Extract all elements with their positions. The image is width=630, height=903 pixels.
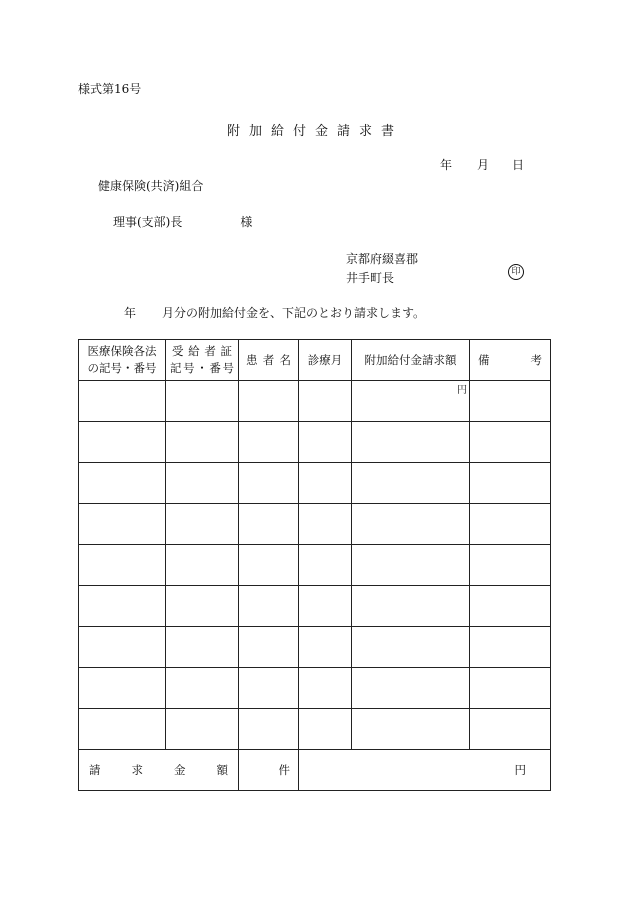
header-patient-label: 患者名: [246, 352, 291, 367]
recipient-number-cell[interactable]: [166, 422, 239, 463]
recipient-number-cell[interactable]: [166, 627, 239, 668]
total-row: [79, 750, 551, 791]
insurance-number-cell[interactable]: [79, 422, 166, 463]
patient-name-cell[interactable]: [239, 463, 299, 504]
patient-name-cell[interactable]: [239, 586, 299, 627]
remarks-cell[interactable]: [470, 422, 551, 463]
date-year-label: 年: [440, 158, 453, 172]
remarks-cell[interactable]: [470, 381, 551, 422]
patient-name-cell[interactable]: [239, 504, 299, 545]
table-row: [79, 668, 551, 709]
treatment-month-cell[interactable]: [299, 545, 352, 586]
claim-amount-cell[interactable]: [352, 422, 470, 463]
request-text: 月分の附加給付金を、下記のとおり請求します。: [162, 306, 426, 320]
remarks-cell[interactable]: [470, 709, 551, 750]
date-line: [440, 156, 532, 173]
insurance-number-cell[interactable]: [79, 586, 166, 627]
header-month-label: 診療月: [307, 352, 343, 367]
patient-name-cell[interactable]: [239, 668, 299, 709]
header-insurance-number: [79, 340, 166, 381]
recipient-number-cell[interactable]: [166, 504, 239, 545]
claim-amount-cell[interactable]: [352, 627, 470, 668]
request-year-label: 年: [124, 306, 137, 320]
treatment-month-cell[interactable]: [299, 381, 352, 422]
patient-name-cell[interactable]: [239, 709, 299, 750]
claim-amount-cell[interactable]: [352, 504, 470, 545]
patient-name-cell[interactable]: [239, 627, 299, 668]
header-insurance-line2: の記号・番号: [87, 361, 157, 375]
header-recipient-line1: 受給者証: [172, 344, 232, 358]
patient-name-cell[interactable]: [239, 381, 299, 422]
header-treatment-month: [299, 340, 352, 381]
requester-district: 京都府綴喜郡: [346, 252, 419, 266]
table-row: [79, 504, 551, 545]
form-number: 様式第16号: [78, 82, 142, 96]
claim-amount-cell[interactable]: [352, 586, 470, 627]
treatment-month-cell[interactable]: [299, 709, 352, 750]
header-remarks: [470, 340, 551, 381]
table-row: [79, 422, 551, 463]
total-label: 請求金額: [79, 750, 239, 791]
header-insurance-line1: 医療保険各法: [87, 344, 157, 358]
patient-name-cell[interactable]: [239, 545, 299, 586]
document-title: 附加給付金請求書: [226, 124, 403, 139]
insurance-number-cell[interactable]: [79, 381, 166, 422]
table-row: [79, 463, 551, 504]
seal-mark: 印: [508, 264, 524, 280]
treatment-month-cell[interactable]: [299, 668, 352, 709]
request-sentence: [124, 304, 425, 321]
insurance-number-cell[interactable]: [79, 709, 166, 750]
remarks-cell[interactable]: [470, 586, 551, 627]
patient-name-cell[interactable]: [239, 422, 299, 463]
table-row: [79, 545, 551, 586]
insurance-number-cell[interactable]: [79, 627, 166, 668]
insurance-number-cell[interactable]: [79, 545, 166, 586]
insurance-number-cell[interactable]: [79, 504, 166, 545]
date-month-label: 月: [477, 158, 490, 172]
director-title: 理事(支部)長: [113, 215, 183, 229]
recipient-number-cell[interactable]: [166, 586, 239, 627]
treatment-month-cell[interactable]: [299, 463, 352, 504]
remarks-cell[interactable]: [470, 668, 551, 709]
director-line: [113, 213, 252, 230]
recipient-number-cell[interactable]: [166, 668, 239, 709]
treatment-month-cell[interactable]: [299, 627, 352, 668]
recipient-number-cell[interactable]: [166, 709, 239, 750]
honorific: 様: [240, 215, 253, 229]
header-recipient-number: [166, 340, 239, 381]
claim-amount-cell[interactable]: [352, 545, 470, 586]
remarks-cell[interactable]: [470, 627, 551, 668]
header-remarks-1: 備: [478, 352, 490, 367]
insurance-number-cell[interactable]: [79, 463, 166, 504]
header-remarks-2: 考: [530, 352, 542, 367]
claim-amount-cell[interactable]: [352, 668, 470, 709]
table-row: [79, 381, 551, 422]
total-count-cell[interactable]: 件: [239, 750, 299, 791]
claim-amount-cell[interactable]: [352, 463, 470, 504]
recipient-number-cell[interactable]: [166, 463, 239, 504]
claim-amount-cell[interactable]: [352, 709, 470, 750]
treatment-month-cell[interactable]: [299, 586, 352, 627]
table-row: [79, 586, 551, 627]
claim-table: [78, 339, 551, 791]
insurance-number-cell[interactable]: [79, 668, 166, 709]
remarks-cell[interactable]: [470, 463, 551, 504]
table-row: [79, 627, 551, 668]
table-header-row: [79, 340, 551, 381]
requester-block: [346, 250, 418, 288]
header-patient-name: [239, 340, 299, 381]
date-day-label: 日: [512, 158, 525, 172]
header-amount-label: 附加給付金請求額: [364, 352, 457, 367]
treatment-month-cell[interactable]: [299, 422, 352, 463]
association-name: 健康保険(共済)組合: [98, 179, 204, 193]
table-row: [79, 709, 551, 750]
header-recipient-line2: 記号・番号: [170, 361, 234, 375]
claim-amount-cell[interactable]: 円: [352, 381, 470, 422]
total-amount-cell[interactable]: 円: [299, 750, 551, 791]
requester-mayor: 井手町長: [346, 271, 395, 285]
treatment-month-cell[interactable]: [299, 504, 352, 545]
header-claim-amount: [352, 340, 470, 381]
recipient-number-cell[interactable]: [166, 381, 239, 422]
recipient-number-cell[interactable]: [166, 545, 239, 586]
remarks-cell[interactable]: [470, 504, 551, 545]
remarks-cell[interactable]: [470, 545, 551, 586]
